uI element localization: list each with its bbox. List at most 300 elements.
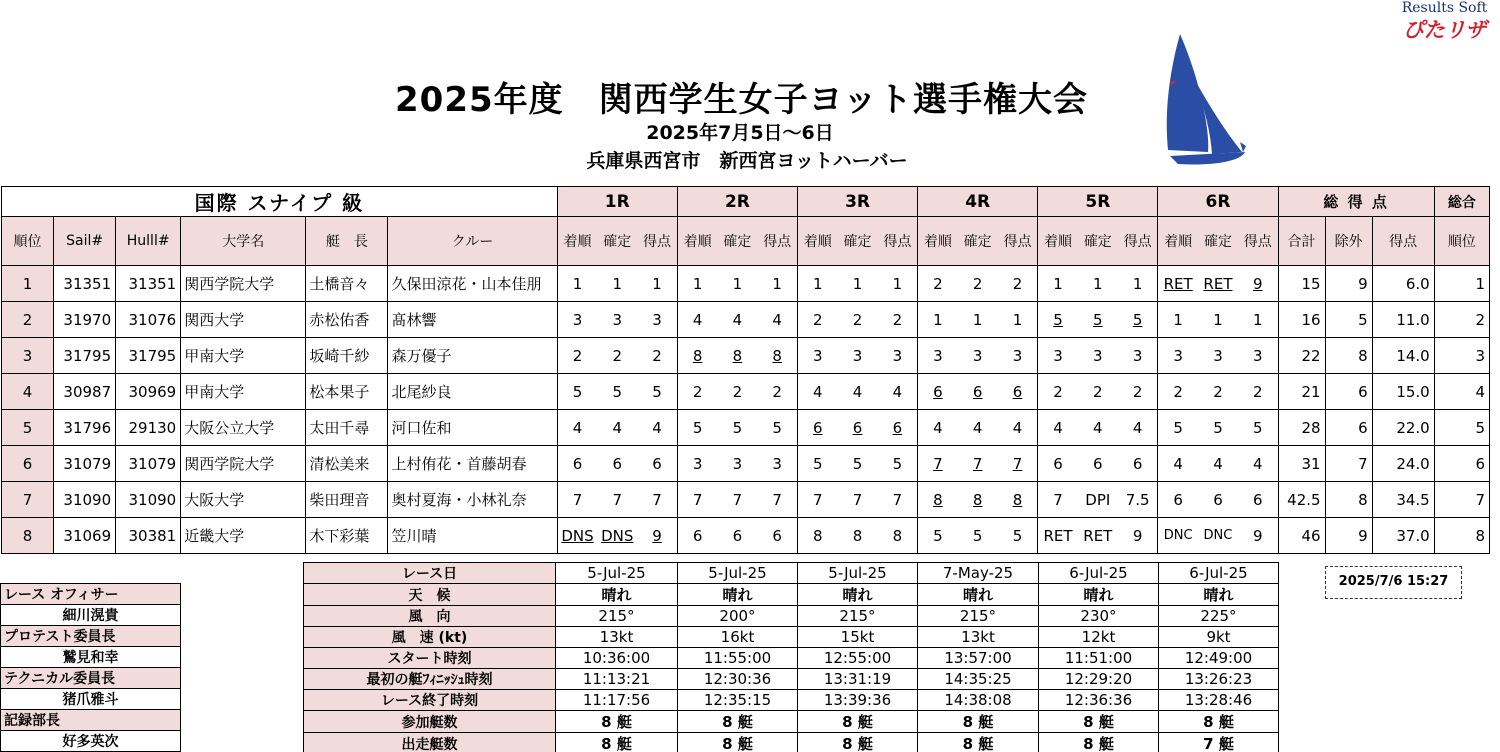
- race-info-value: 11:13:21: [556, 669, 678, 690]
- points-cell: 2: [878, 302, 918, 338]
- confirmed-cell: 3: [1078, 338, 1118, 374]
- col-confirmed: 確定: [717, 217, 757, 266]
- race-info-label: 出走艇数: [304, 733, 556, 752]
- race-info-value: 13:28:46: [1159, 690, 1279, 711]
- finish-cell: 4: [1038, 410, 1078, 446]
- race-info-value: 13kt: [556, 627, 678, 648]
- score-cell: 37.0: [1372, 518, 1434, 554]
- class-name: 国際 スナイプ 級: [2, 187, 558, 217]
- points-cell: 2: [1238, 374, 1278, 410]
- results-header-row-1: [2, 187, 1490, 217]
- col-hull: Hulll#: [116, 217, 181, 266]
- col-confirmed: 確定: [597, 217, 637, 266]
- finish-cell: 7: [918, 446, 958, 482]
- overall-header: 総合: [1434, 187, 1489, 217]
- rank-cell: 8: [2, 518, 54, 554]
- race-info-label: 参加艇数: [304, 711, 556, 733]
- race-info-value: 8 艇: [918, 733, 1039, 752]
- hull-cell: 30381: [116, 518, 181, 554]
- points-cell: 5: [878, 446, 918, 482]
- col-points: 得点: [998, 217, 1038, 266]
- confirmed-cell: 7: [838, 482, 878, 518]
- race-info-value: 7 艇: [1159, 733, 1279, 752]
- round-header: 4R: [918, 187, 1038, 217]
- points-cell: 4: [998, 410, 1038, 446]
- finish-cell: 6: [677, 518, 717, 554]
- university-cell: 甲南大学: [181, 338, 306, 374]
- rank-cell: 1: [2, 266, 54, 302]
- confirmed-cell: 8: [958, 482, 998, 518]
- confirmed-cell: 2: [597, 338, 637, 374]
- race-info-value: 8 艇: [678, 733, 798, 752]
- overall-rank-cell: 4: [1434, 374, 1489, 410]
- race-info-value: 7-May-25: [918, 563, 1039, 584]
- race-info-value: 晴れ: [678, 584, 798, 606]
- finish-cell: 3: [1158, 338, 1198, 374]
- university-cell: 関西大学: [181, 302, 306, 338]
- col-points: 得点: [757, 217, 797, 266]
- confirmed-cell: 6: [958, 374, 998, 410]
- race-info-value: 15kt: [798, 627, 918, 648]
- points-cell: 7: [757, 482, 797, 518]
- points-cell: 7: [998, 446, 1038, 482]
- race-info-value: 晴れ: [1039, 584, 1159, 606]
- table-row: [2, 518, 1490, 554]
- overall-rank-cell: 8: [1434, 518, 1489, 554]
- points-cell: 5: [998, 518, 1038, 554]
- overall-rank-cell: 1: [1434, 266, 1489, 302]
- points-cell: 1: [757, 266, 797, 302]
- race-info-value: 10:36:00: [556, 648, 678, 669]
- points-cell: 9: [1238, 518, 1278, 554]
- finish-cell: 2: [1158, 374, 1198, 410]
- points-cell: 2: [637, 338, 677, 374]
- points-cell: 6: [998, 374, 1038, 410]
- rank-cell: 2: [2, 302, 54, 338]
- finish-cell: 1: [918, 302, 958, 338]
- discard-cell: 8: [1325, 338, 1372, 374]
- table-row: [2, 266, 1490, 302]
- confirmed-cell: 1: [838, 266, 878, 302]
- round-header: 6R: [1158, 187, 1278, 217]
- score-cell: 14.0: [1372, 338, 1434, 374]
- points-cell: 4: [1118, 410, 1158, 446]
- rank-cell: 4: [2, 374, 54, 410]
- finish-cell: 1: [677, 266, 717, 302]
- finish-cell: 2: [1038, 374, 1078, 410]
- race-info-value: 晴れ: [556, 584, 678, 606]
- race-info-value: 12:36:36: [1039, 690, 1159, 711]
- confirmed-cell: RET: [1078, 518, 1118, 554]
- finish-cell: RET: [1038, 518, 1078, 554]
- crew-cell: 河口佐和: [388, 410, 557, 446]
- points-cell: 6: [1238, 482, 1278, 518]
- officer-name-row: [1, 731, 181, 752]
- results-header-row-2: [2, 217, 1490, 266]
- col-score: 得点: [1372, 217, 1434, 266]
- race-info-value: 12:30:36: [678, 669, 798, 690]
- race-info-value: 8 艇: [1039, 711, 1159, 733]
- race-info-value: 5-Jul-25: [678, 563, 798, 584]
- finish-cell: 5: [797, 446, 837, 482]
- confirmed-cell: 7: [958, 446, 998, 482]
- finish-cell: 7: [1038, 482, 1078, 518]
- sail-cell: 31090: [54, 482, 116, 518]
- points-cell: 4: [878, 374, 918, 410]
- university-cell: 関西学院大学: [181, 266, 306, 302]
- finish-cell: 4: [918, 410, 958, 446]
- col-points: 得点: [1118, 217, 1158, 266]
- race-info-value: 8 艇: [1039, 733, 1159, 752]
- confirmed-cell: 5: [838, 446, 878, 482]
- confirmed-cell: 3: [958, 338, 998, 374]
- confirmed-cell: 2: [838, 302, 878, 338]
- officer-role: 記録部長: [1, 710, 181, 731]
- brand-top-text: Results Soft: [1401, 0, 1488, 16]
- confirmed-cell: 3: [717, 446, 757, 482]
- results-table: [1, 186, 1490, 554]
- race-info-value: 225°: [1159, 606, 1279, 627]
- race-info-value: 5-Jul-25: [556, 563, 678, 584]
- race-info-value: 12:49:00: [1159, 648, 1279, 669]
- points-cell: 5: [1238, 410, 1278, 446]
- race-info-value: 8 艇: [798, 711, 918, 733]
- col-confirmed: 確定: [838, 217, 878, 266]
- skipper-cell: 柴田理音: [306, 482, 388, 518]
- confirmed-cell: 7: [717, 482, 757, 518]
- finish-cell: 3: [677, 446, 717, 482]
- race-info-row: [304, 733, 1279, 752]
- overall-rank-cell: 7: [1434, 482, 1489, 518]
- points-cell: 3: [757, 446, 797, 482]
- finish-cell: 5: [677, 410, 717, 446]
- race-info-value: 11:51:00: [1039, 648, 1159, 669]
- col-crew: クルー: [388, 217, 557, 266]
- finish-cell: RET: [1158, 266, 1198, 302]
- sum-cell: 16: [1278, 302, 1325, 338]
- sail-cell: 31069: [54, 518, 116, 554]
- finish-cell: 6: [1158, 482, 1198, 518]
- points-cell: 7: [878, 482, 918, 518]
- table-row: [2, 482, 1490, 518]
- points-cell: 1: [637, 266, 677, 302]
- overall-rank-cell: 6: [1434, 446, 1489, 482]
- sum-cell: 22: [1278, 338, 1325, 374]
- sail-cell: 30987: [54, 374, 116, 410]
- race-info-value: 8 艇: [556, 733, 678, 752]
- col-sail: Sail#: [54, 217, 116, 266]
- race-info-label: レース日: [304, 563, 556, 584]
- round-header: 1R: [557, 187, 677, 217]
- race-info-row: [304, 669, 1279, 690]
- points-cell: 6: [757, 518, 797, 554]
- race-info-value: 13kt: [918, 627, 1039, 648]
- confirmed-cell: 5: [717, 410, 757, 446]
- finish-cell: 2: [677, 374, 717, 410]
- col-finish: 着順: [1038, 217, 1078, 266]
- race-info-value: 11:17:56: [556, 690, 678, 711]
- confirmed-cell: DPI: [1078, 482, 1118, 518]
- score-cell: 15.0: [1372, 374, 1434, 410]
- sail-cell: 31796: [54, 410, 116, 446]
- finish-cell: 6: [1038, 446, 1078, 482]
- skipper-cell: 赤松佑香: [306, 302, 388, 338]
- race-info-value: 215°: [918, 606, 1039, 627]
- confirmed-cell: 1: [1078, 266, 1118, 302]
- finish-cell: 3: [557, 302, 597, 338]
- rank-cell: 5: [2, 410, 54, 446]
- round-header: 3R: [797, 187, 917, 217]
- col-overall-rank: 順位: [1434, 217, 1489, 266]
- confirmed-cell: 3: [597, 302, 637, 338]
- points-cell: 6: [1118, 446, 1158, 482]
- finish-cell: 2: [918, 266, 958, 302]
- sum-cell: 31: [1278, 446, 1325, 482]
- discard-cell: 6: [1325, 410, 1372, 446]
- confirmed-cell: 4: [1078, 410, 1118, 446]
- finish-cell: 8: [797, 518, 837, 554]
- race-info-table: [303, 562, 1279, 752]
- rank-cell: 6: [2, 446, 54, 482]
- confirmed-cell: DNC: [1198, 518, 1238, 554]
- sum-cell: 46: [1278, 518, 1325, 554]
- officer-role: プロテスト委員長: [1, 626, 181, 647]
- col-sum: 合計: [1278, 217, 1325, 266]
- finish-cell: 5: [1158, 410, 1198, 446]
- race-info-value: 230°: [1039, 606, 1159, 627]
- race-info-value: 12kt: [1039, 627, 1159, 648]
- officer-role: テクニカル委員長: [1, 668, 181, 689]
- race-info-value: 13:31:19: [798, 669, 918, 690]
- race-info-value: 12:35:15: [678, 690, 798, 711]
- table-row: [2, 446, 1490, 482]
- page-title: 2025年度 関西学生女子ヨット選手権大会: [395, 80, 1088, 120]
- score-cell: 11.0: [1372, 302, 1434, 338]
- race-info-value: 晴れ: [918, 584, 1039, 606]
- sailboat-icon: [1150, 30, 1260, 170]
- confirmed-cell: 6: [1198, 482, 1238, 518]
- confirmed-cell: 7: [597, 482, 637, 518]
- points-cell: 1: [1238, 302, 1278, 338]
- race-info-value: 215°: [556, 606, 678, 627]
- table-row: [2, 338, 1490, 374]
- confirmed-cell: 4: [717, 302, 757, 338]
- points-cell: 9: [637, 518, 677, 554]
- sum-cell: 42.5: [1278, 482, 1325, 518]
- university-cell: 大阪公立大学: [181, 410, 306, 446]
- skipper-cell: 木下彩葉: [306, 518, 388, 554]
- finish-cell: 6: [557, 446, 597, 482]
- round-header: 2R: [677, 187, 797, 217]
- points-cell: 5: [757, 410, 797, 446]
- finish-cell: 8: [918, 482, 958, 518]
- skipper-cell: 松本果子: [306, 374, 388, 410]
- confirmed-cell: 2: [1078, 374, 1118, 410]
- finish-cell: 7: [677, 482, 717, 518]
- points-cell: 3: [1238, 338, 1278, 374]
- confirmed-cell: 5: [1078, 302, 1118, 338]
- race-info-row: [304, 711, 1279, 733]
- crew-cell: 久保田涼花・山本佳朋: [388, 266, 557, 302]
- race-info-value: 8 艇: [556, 711, 678, 733]
- finish-cell: 1: [1038, 266, 1078, 302]
- university-cell: 近畿大学: [181, 518, 306, 554]
- race-info-value: 12:29:20: [1039, 669, 1159, 690]
- finish-cell: DNS: [557, 518, 597, 554]
- race-info-row: [304, 690, 1279, 711]
- race-info-row: [304, 563, 1279, 584]
- race-info-row: [304, 584, 1279, 606]
- points-cell: 3: [637, 302, 677, 338]
- total-points-header: 総 得 点: [1278, 187, 1434, 217]
- points-cell: 9: [1118, 518, 1158, 554]
- points-cell: 1: [998, 302, 1038, 338]
- race-info-value: 14:38:08: [918, 690, 1039, 711]
- finish-cell: 6: [918, 374, 958, 410]
- finish-cell: 6: [797, 410, 837, 446]
- race-info-label: 最初の艇ﾌｨﾆｯｼｭ時刻: [304, 669, 556, 690]
- race-info-value: 215°: [798, 606, 918, 627]
- brand-logo: [1392, 0, 1497, 44]
- timestamp-box: 2025/7/6 15:27: [1325, 566, 1462, 599]
- score-cell: 6.0: [1372, 266, 1434, 302]
- col-finish: 着順: [918, 217, 958, 266]
- points-cell: 4: [637, 410, 677, 446]
- discard-cell: 7: [1325, 446, 1372, 482]
- points-cell: 4: [757, 302, 797, 338]
- points-cell: 4: [1238, 446, 1278, 482]
- hull-cell: 31090: [116, 482, 181, 518]
- race-info-value: 16kt: [678, 627, 798, 648]
- officer-role-row: [1, 584, 181, 605]
- confirmed-cell: 6: [1078, 446, 1118, 482]
- points-cell: 5: [1118, 302, 1158, 338]
- hull-cell: 31351: [116, 266, 181, 302]
- confirmed-cell: 5: [958, 518, 998, 554]
- officer-role: レース オフィサー: [1, 584, 181, 605]
- confirmed-cell: 1: [717, 266, 757, 302]
- finish-cell: 4: [557, 410, 597, 446]
- rank-cell: 3: [2, 338, 54, 374]
- race-info-value: 8 艇: [918, 711, 1039, 733]
- race-info-value: 6-Jul-25: [1159, 563, 1279, 584]
- finish-cell: DNC: [1158, 518, 1198, 554]
- race-info-value: 6-Jul-25: [1039, 563, 1159, 584]
- points-cell: 3: [1118, 338, 1158, 374]
- skipper-cell: 太田千尋: [306, 410, 388, 446]
- points-cell: 7: [637, 482, 677, 518]
- round-header: 5R: [1038, 187, 1158, 217]
- confirmed-cell: 2: [1198, 374, 1238, 410]
- confirmed-cell: 3: [1198, 338, 1238, 374]
- points-cell: 3: [878, 338, 918, 374]
- confirmed-cell: 6: [717, 518, 757, 554]
- finish-cell: 2: [557, 338, 597, 374]
- finish-cell: 4: [797, 374, 837, 410]
- crew-cell: 上村侑花・首藤胡春: [388, 446, 557, 482]
- confirmed-cell: 1: [958, 302, 998, 338]
- col-finish: 着順: [557, 217, 597, 266]
- race-info-value: 8 艇: [678, 711, 798, 733]
- sum-cell: 28: [1278, 410, 1325, 446]
- col-confirmed: 確定: [1198, 217, 1238, 266]
- confirmed-cell: 4: [597, 410, 637, 446]
- race-info-label: 天 候: [304, 584, 556, 606]
- sail-cell: 31795: [54, 338, 116, 374]
- col-confirmed: 確定: [1078, 217, 1118, 266]
- finish-cell: 1: [557, 266, 597, 302]
- race-info-value: 晴れ: [798, 584, 918, 606]
- confirmed-cell: 4: [1198, 446, 1238, 482]
- officer-name-row: [1, 689, 181, 710]
- finish-cell: 3: [797, 338, 837, 374]
- score-cell: 22.0: [1372, 410, 1434, 446]
- col-finish: 着順: [797, 217, 837, 266]
- officer-name-row: [1, 605, 181, 626]
- confirmed-cell: 8: [838, 518, 878, 554]
- event-venue: 兵庫県西宮市 新西宮ヨットハーバー: [586, 150, 908, 172]
- crew-cell: 森万優子: [388, 338, 557, 374]
- points-cell: 8: [757, 338, 797, 374]
- confirmed-cell: 8: [717, 338, 757, 374]
- col-finish: 着順: [1158, 217, 1198, 266]
- officer-role-row: [1, 668, 181, 689]
- brand-main-text: ぴたリザ: [1402, 18, 1487, 42]
- confirmed-cell: 4: [838, 374, 878, 410]
- race-info-value: 8 艇: [1159, 711, 1279, 733]
- race-info-label: 風 向: [304, 606, 556, 627]
- officer-name: 好多英次: [1, 731, 181, 752]
- crew-cell: 笠川晴: [388, 518, 557, 554]
- officer-name-row: [1, 647, 181, 668]
- officers-table: [0, 583, 181, 752]
- confirmed-cell: 1: [597, 266, 637, 302]
- finish-cell: 3: [1038, 338, 1078, 374]
- finish-cell: 5: [918, 518, 958, 554]
- confirmed-cell: 6: [838, 410, 878, 446]
- officer-role-row: [1, 626, 181, 647]
- officer-name: 細川滉貴: [1, 605, 181, 626]
- officer-name: 鷲見和幸: [1, 647, 181, 668]
- race-info-label: スタート時刻: [304, 648, 556, 669]
- race-info-value: 11:55:00: [678, 648, 798, 669]
- score-cell: 34.5: [1372, 482, 1434, 518]
- confirmed-cell: 6: [597, 446, 637, 482]
- finish-cell: 4: [677, 302, 717, 338]
- col-finish: 着順: [677, 217, 717, 266]
- points-cell: 6: [637, 446, 677, 482]
- hull-cell: 30969: [116, 374, 181, 410]
- points-cell: 6: [878, 410, 918, 446]
- finish-cell: 7: [557, 482, 597, 518]
- race-info-value: 13:57:00: [918, 648, 1039, 669]
- crew-cell: 髙林響: [388, 302, 557, 338]
- table-row: [2, 374, 1490, 410]
- confirmed-cell: 3: [838, 338, 878, 374]
- hull-cell: 31079: [116, 446, 181, 482]
- confirmed-cell: 4: [958, 410, 998, 446]
- skipper-cell: 土橋音々: [306, 266, 388, 302]
- sail-cell: 31351: [54, 266, 116, 302]
- points-cell: 1: [1118, 266, 1158, 302]
- university-cell: 関西学院大学: [181, 446, 306, 482]
- sail-cell: 31079: [54, 446, 116, 482]
- points-cell: 8: [998, 482, 1038, 518]
- confirmed-cell: DNS: [597, 518, 637, 554]
- points-cell: 3: [998, 338, 1038, 374]
- officer-role-row: [1, 710, 181, 731]
- university-cell: 甲南大学: [181, 374, 306, 410]
